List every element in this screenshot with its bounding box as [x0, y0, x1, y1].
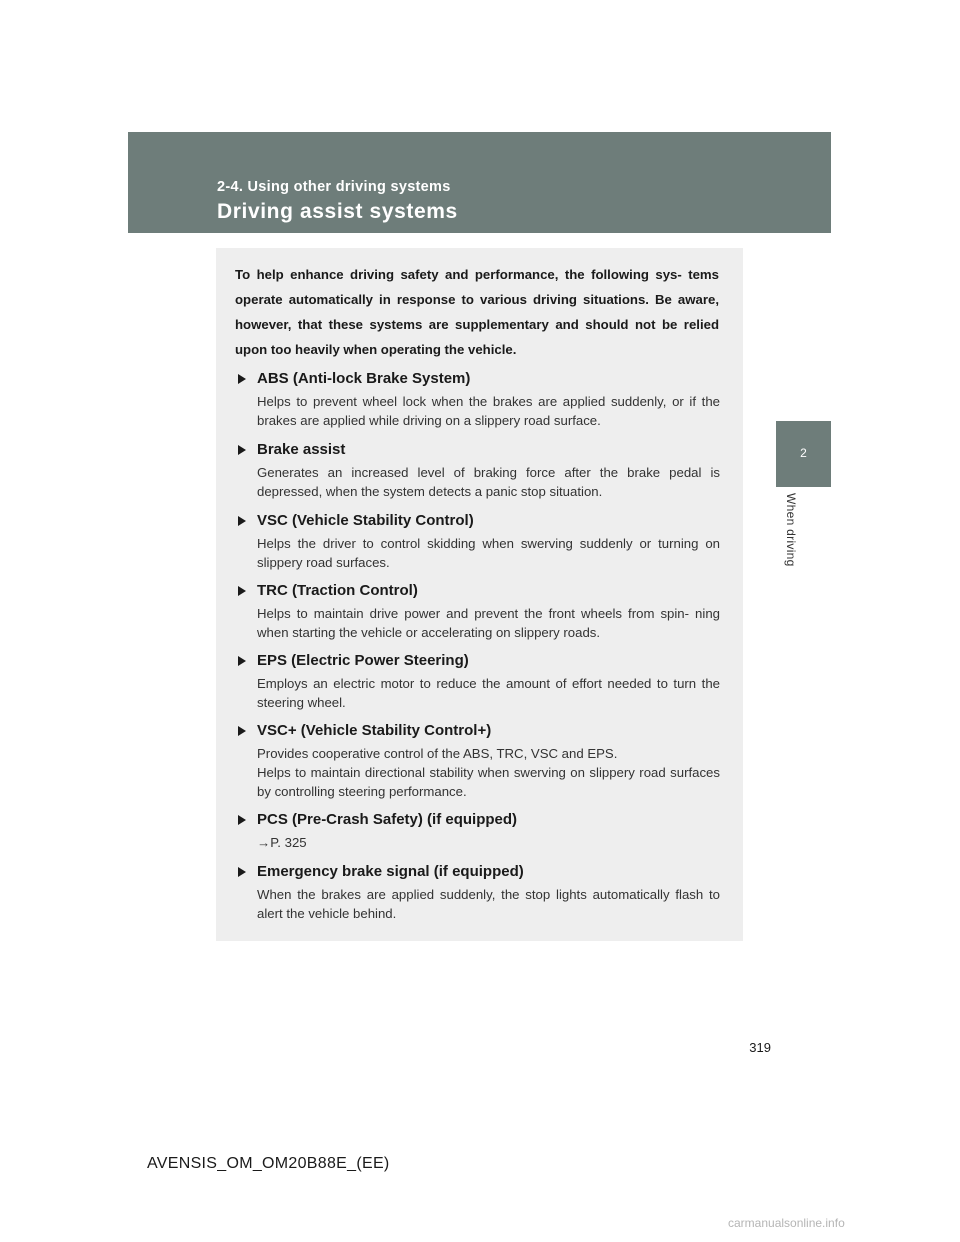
entry-title	[238, 862, 720, 882]
triangle-bullet-icon	[238, 815, 246, 825]
chapter-header-band	[128, 132, 831, 233]
watermark: carmanualsonline.info	[728, 1216, 845, 1230]
triangle-bullet-icon	[238, 586, 246, 596]
entry-body: Helps to maintain drive power and prevent the front wheels from spin- ning when starting the vehicle or accelerating on slippery roads.	[257, 606, 720, 640]
entry-pcs	[238, 810, 720, 852]
entry-vsc	[238, 511, 720, 572]
entry-body: Generates an increased level of braking force after the brake pedal is depressed, when the system detects a panic stop situation.	[257, 465, 720, 499]
page-reference-link[interactable]: →P. 325	[257, 835, 307, 850]
entry-title-text: EPS (Electric Power Steering)	[257, 652, 469, 669]
entry-body: Employs an electric motor to reduce the amount of effort needed to turn the steering wheel.	[257, 676, 720, 710]
content-box	[216, 248, 743, 941]
triangle-bullet-icon	[238, 656, 246, 666]
entry-title-text: PCS (Pre-Crash Safety) (if equipped)	[257, 811, 518, 828]
entry-title	[238, 369, 720, 389]
entry-title	[238, 651, 720, 671]
document-code: AVENSIS_OM_OM20B88E_(EE)	[147, 1155, 390, 1172]
entry-body: When the brakes are applied suddenly, the stop lights automatically flash to alert the vehicle behind.	[257, 887, 720, 921]
entry-title	[238, 810, 720, 830]
entry-title	[238, 511, 720, 531]
entry-title-text: ABS (Anti-lock Brake System)	[257, 370, 471, 387]
entry-emergency-brake-signal	[238, 862, 720, 923]
entry-title-text: TRC (Traction Control)	[257, 582, 418, 599]
entry-title-text: VSC (Vehicle Stability Control)	[257, 512, 474, 529]
entry-title	[238, 440, 720, 460]
chapter-number: 2	[800, 446, 807, 460]
triangle-bullet-icon	[238, 867, 246, 877]
entry-title-text: Brake assist	[257, 441, 346, 458]
entry-body-continued: Helps to maintain directional stability when swerving on slippery road surfaces by controlling steering performance.	[257, 765, 720, 799]
triangle-bullet-icon	[238, 445, 246, 455]
entry-title-text: Emergency brake signal (if equipped)	[257, 863, 524, 880]
entry-abs	[238, 369, 720, 430]
chapter-tab	[776, 421, 831, 487]
triangle-bullet-icon	[238, 374, 246, 384]
intro-paragraph: To help enhance driving safety and performance, the following sys- tems operate automatically in response to various driving situations. Be aware, however, that these systems are supplementary and should not be relied upon too heavily when operating the vehicle.	[235, 267, 719, 357]
entry-brake-assist	[238, 440, 720, 501]
entry-body: Helps to prevent wheel lock when the brakes are applied suddenly, or if the brakes are applied while driving on a slippery road surface.	[257, 394, 720, 428]
section-label: 2-4. Using other driving systems	[217, 179, 451, 195]
entry-title	[238, 721, 720, 741]
chapter-label: When driving	[784, 493, 798, 567]
page-title: Driving assist systems	[217, 200, 458, 223]
entry-body: Provides cooperative control of the ABS, TRC, VSC and EPS.	[257, 746, 618, 761]
entry-trc	[238, 581, 720, 642]
entry-title-text: VSC+ (Vehicle Stability Control+)	[257, 722, 492, 739]
triangle-bullet-icon	[238, 516, 246, 526]
entry-title	[238, 581, 720, 601]
entry-vsc-plus	[238, 721, 720, 801]
triangle-bullet-icon	[238, 726, 246, 736]
entry-body: Helps the driver to control skidding when swerving suddenly or turning on slippery road surfaces.	[257, 536, 720, 570]
entry-eps	[238, 651, 720, 712]
page-number: 319	[749, 1040, 771, 1055]
